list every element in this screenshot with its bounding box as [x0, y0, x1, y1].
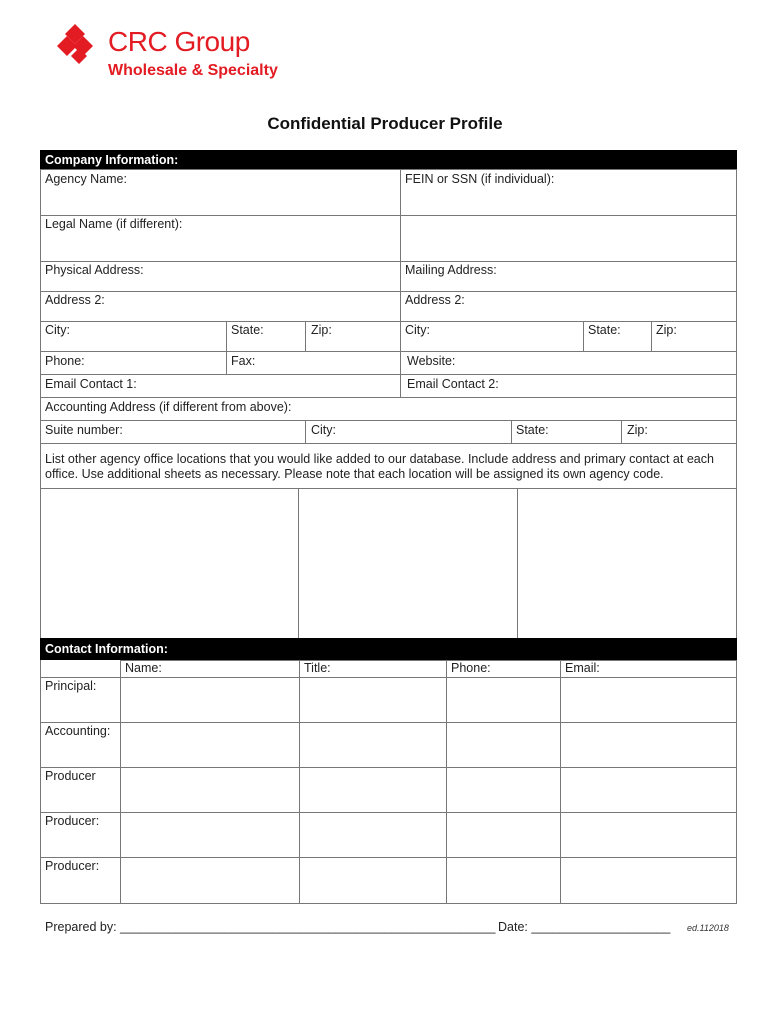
accounting-address-label: Accounting Address (if different from above):: [45, 400, 292, 414]
email1-label: Email Contact 1:: [45, 377, 137, 391]
city-right-label: City:: [405, 323, 430, 337]
city-left-label: City:: [45, 323, 70, 337]
principal-title-field[interactable]: [299, 677, 447, 723]
accounting-phone-field[interactable]: [446, 722, 561, 768]
producer1-name-field[interactable]: [120, 767, 300, 813]
acct-zip-label: Zip:: [627, 423, 648, 437]
agency-name-label: Agency Name:: [45, 172, 127, 186]
col-email-label: Email:: [565, 661, 600, 675]
contact-info-header: Contact Information:: [40, 638, 737, 660]
producer3-name-field[interactable]: [120, 857, 300, 904]
row-principal-label: Principal:: [45, 679, 97, 693]
address2-right-label: Address 2:: [405, 293, 465, 307]
other-location-box-3[interactable]: [517, 488, 737, 639]
accounting-email-field[interactable]: [560, 722, 737, 768]
phone-label: Phone:: [45, 354, 85, 368]
edition-code: ed.112018: [687, 923, 729, 933]
producer2-name-field[interactable]: [120, 812, 300, 858]
producer2-email-field[interactable]: [560, 812, 737, 858]
row-accounting-label: Accounting:: [45, 724, 111, 738]
brand-tagline: Wholesale & Specialty: [108, 62, 278, 79]
contact-header-blank: [40, 660, 121, 678]
producer3-email-field[interactable]: [560, 857, 737, 904]
other-locations-text-line1: List other agency office locations that you would like added to our database. Include address and primary contact at each: [45, 452, 714, 466]
physical-address-label: Physical Address:: [45, 263, 144, 277]
col-phone-label: Phone:: [451, 661, 491, 675]
other-location-box-2[interactable]: [298, 488, 518, 639]
legal-name-extra-field[interactable]: [400, 215, 737, 262]
principal-name-field[interactable]: [120, 677, 300, 723]
website-label: Website:: [407, 354, 456, 368]
company-info-header: Company Information:: [40, 150, 737, 170]
acct-city-field[interactable]: [305, 420, 512, 444]
row-producer2-label: Producer:: [45, 814, 100, 828]
brand-name: CRC Group: [108, 26, 250, 57]
producer2-phone-field[interactable]: [446, 812, 561, 858]
acct-state-label: State:: [516, 423, 549, 437]
producer3-phone-field[interactable]: [446, 857, 561, 904]
producer1-email-field[interactable]: [560, 767, 737, 813]
state-right-label: State:: [588, 323, 621, 337]
zip-right-label: Zip:: [656, 323, 677, 337]
fax-label: Fax:: [231, 354, 256, 368]
row-producer1-label: Producer: [45, 769, 96, 783]
other-location-box-1[interactable]: [40, 488, 299, 639]
prepared-by-line[interactable]: Prepared by: ______________________________________________________: [45, 920, 496, 934]
state-left-label: State:: [231, 323, 264, 337]
email2-label: Email Contact 2:: [407, 377, 499, 391]
mailing-address-label: Mailing Address:: [405, 263, 497, 277]
legal-name-label: Legal Name (if different):: [45, 217, 183, 231]
producer2-title-field[interactable]: [299, 812, 447, 858]
principal-email-field[interactable]: [560, 677, 737, 723]
principal-phone-field[interactable]: [446, 677, 561, 723]
col-name-label: Name:: [125, 661, 162, 675]
accounting-title-field[interactable]: [299, 722, 447, 768]
row-producer3-label: Producer:: [45, 859, 100, 873]
crc-logo-icon: [57, 24, 101, 64]
address2-left-label: Address 2:: [45, 293, 105, 307]
producer3-title-field[interactable]: [299, 857, 447, 904]
suite-label: Suite number:: [45, 423, 123, 437]
producer1-phone-field[interactable]: [446, 767, 561, 813]
other-locations-text-line2: office. Use additional sheets as necessary. Please note that each location will be assigned its own agency code.: [45, 467, 664, 481]
producer1-title-field[interactable]: [299, 767, 447, 813]
col-title-label: Title:: [304, 661, 331, 675]
acct-city-label: City:: [311, 423, 336, 437]
fein-label: FEIN or SSN (if individual):: [405, 172, 555, 186]
accounting-name-field[interactable]: [120, 722, 300, 768]
zip-left-label: Zip:: [311, 323, 332, 337]
date-line[interactable]: Date: ____________________: [498, 920, 671, 934]
page-title: Confidential Producer Profile: [267, 114, 503, 133]
